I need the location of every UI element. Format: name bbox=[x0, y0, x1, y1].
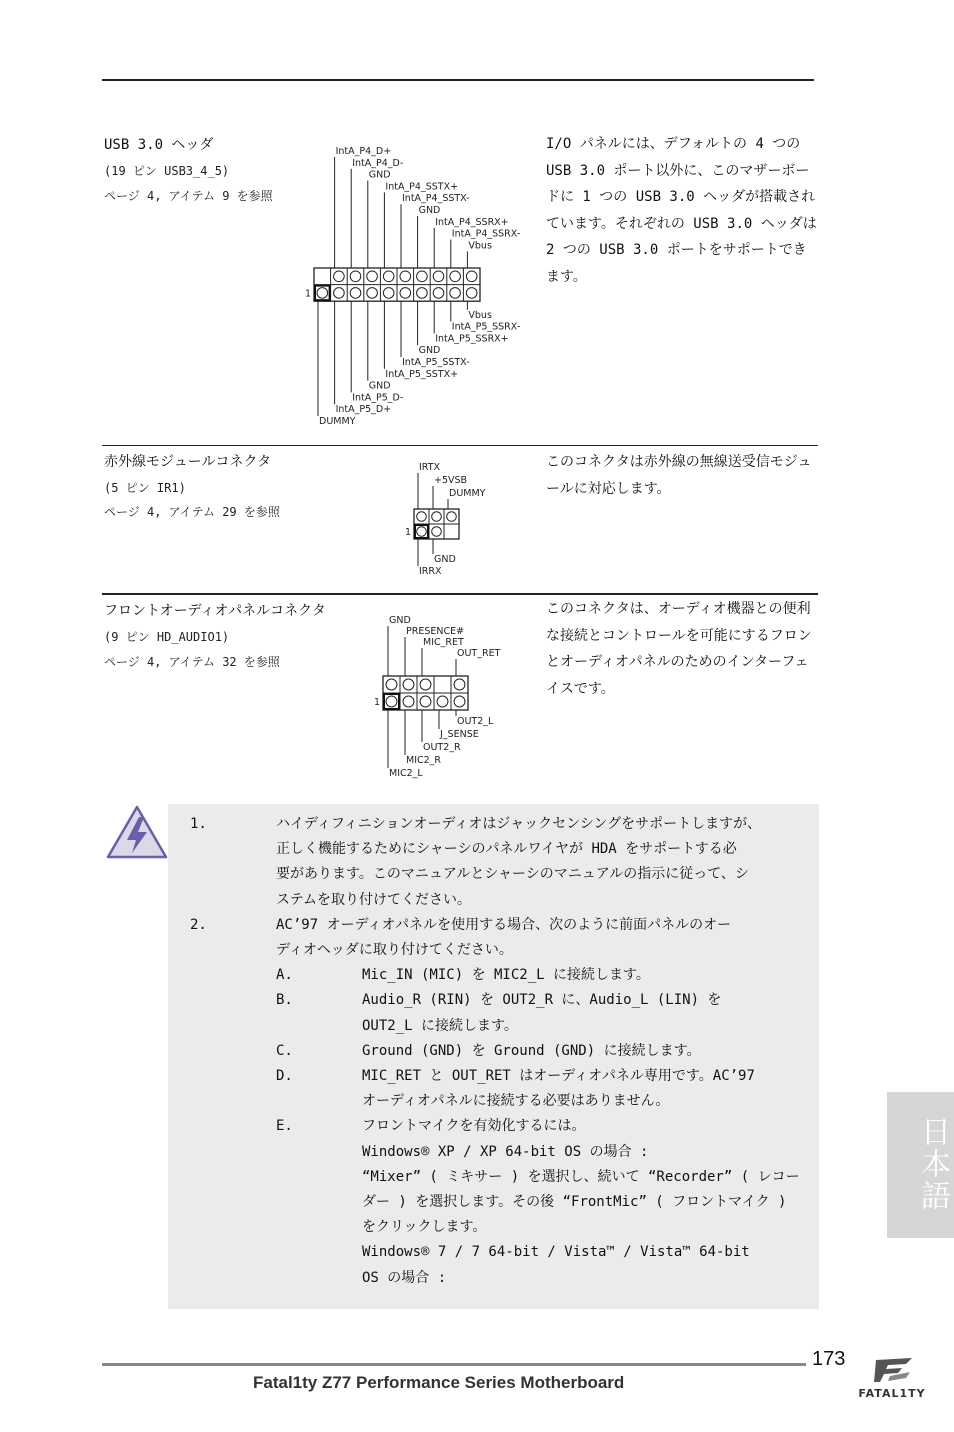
note-subitem-letter: D. bbox=[276, 1068, 293, 1084]
section-description: このコネクタは赤外線の無線送受信モジュールに対応します。 bbox=[546, 454, 812, 497]
logo-text: FATAL1TY bbox=[858, 1387, 926, 1400]
pin-label: GND bbox=[418, 205, 441, 216]
pin-label: GND bbox=[434, 554, 456, 565]
section-subtitle: (9 ピン HD_AUDIO1) bbox=[104, 630, 230, 644]
top-rule bbox=[102, 79, 814, 81]
section-reference: ページ 4, アイテム 9 を参照 bbox=[104, 189, 273, 203]
header-pin bbox=[403, 679, 414, 690]
header-pin bbox=[454, 696, 465, 707]
note-text: AC’97 オーディオパネルを使用する場合、次のように前面パネルのオー bbox=[276, 916, 732, 933]
language-tab bbox=[887, 1092, 954, 1238]
header-pin bbox=[433, 271, 444, 282]
pin-label: IntA_P4_SSRX+ bbox=[435, 216, 509, 228]
header-pin bbox=[447, 512, 457, 522]
header-pin bbox=[466, 271, 477, 282]
pin-label: PRESENCE# bbox=[406, 626, 465, 637]
header-pin bbox=[454, 679, 465, 690]
pin-label: +5VSB bbox=[434, 475, 468, 486]
pin-label: Vbus bbox=[468, 240, 492, 252]
header-pin bbox=[466, 288, 477, 299]
header-pin bbox=[317, 288, 328, 299]
header-pin bbox=[420, 696, 431, 707]
section-title: フロントオーディオパネルコネクタ bbox=[104, 603, 326, 619]
footer-rule bbox=[102, 1363, 806, 1366]
pin-label: DUMMY bbox=[319, 416, 356, 427]
pin-label: OUT_RET bbox=[457, 648, 501, 659]
section-title: 赤外線モジュールコネクタ bbox=[104, 454, 272, 470]
note-text: 正しく機能するためにシャーシのパネルワイヤが HDA をサポートする必 bbox=[276, 841, 737, 858]
section-divider bbox=[102, 445, 818, 446]
pin-label: MIC2_L bbox=[389, 768, 423, 779]
pin-label: OUT2_L bbox=[457, 716, 494, 727]
section-description: このコネクタは、オーディオ機器との便利な接続とコントロールを可能にするフロンとオーディオパネルのためのインターフェイスです。 bbox=[546, 601, 812, 697]
pin1-label: 1 bbox=[405, 526, 412, 538]
note-text: OUT2_L に接続します。 bbox=[362, 1017, 518, 1034]
pin-label: DUMMY bbox=[449, 488, 486, 499]
note-text: 要があります。このマニュアルとシャーシのマニュアルの指示に従って、シ bbox=[276, 866, 749, 883]
header-pin bbox=[417, 512, 427, 522]
header-pin bbox=[350, 271, 361, 282]
note-text: Ground (GND) を Ground (GND) に接続します。 bbox=[362, 1042, 701, 1059]
pin-label: IntA_P4_SSTX+ bbox=[385, 181, 459, 193]
pin-label: IntA_P5_SSRX- bbox=[451, 321, 521, 333]
pin-label: IRTX bbox=[419, 462, 441, 473]
pin-label: IntA_P5_SSTX- bbox=[402, 357, 470, 368]
pin-label: GND bbox=[368, 169, 391, 181]
pin-label: MIC2_R bbox=[406, 755, 442, 766]
language-tab-label: 日本語 bbox=[915, 1116, 950, 1212]
header-pin bbox=[383, 271, 394, 282]
pin1-label: 1 bbox=[374, 697, 381, 709]
note-text: OS の場合 : bbox=[362, 1269, 447, 1286]
header-pin bbox=[432, 527, 442, 537]
pin-label: GND bbox=[418, 345, 441, 357]
header-pin bbox=[437, 696, 448, 707]
pin-label: IntA_P4_SSRX- bbox=[451, 228, 521, 240]
footer-title: Fatal1ty Z77 Performance Series Motherboard bbox=[253, 1373, 625, 1392]
pin-label: IntA_P5_D- bbox=[352, 392, 404, 404]
note-subitem-letter: E. bbox=[276, 1118, 293, 1135]
header-pin bbox=[383, 288, 394, 299]
header-pin bbox=[386, 679, 397, 690]
header-pin bbox=[403, 696, 414, 707]
section-reference: ページ 4, アイテム 29 を参照 bbox=[104, 505, 280, 519]
section-subtitle: (19 ピン USB3_4_5) bbox=[104, 164, 230, 178]
note-text: をクリックします。 bbox=[362, 1219, 487, 1236]
note-number: 1. bbox=[190, 816, 207, 832]
note-text: フロントマイクを有効化するには。 bbox=[362, 1118, 586, 1135]
warning-icon bbox=[105, 804, 169, 860]
pin-label: GND bbox=[389, 615, 411, 626]
section-subtitle: (5 ピン IR1) bbox=[104, 481, 186, 495]
note-text: Windows® XP / XP 64-bit OS の場合 : bbox=[362, 1143, 649, 1160]
header-pin bbox=[350, 288, 361, 299]
fatal1ty-logo-mark bbox=[872, 1354, 916, 1386]
pin1-label: 1 bbox=[305, 288, 312, 300]
pin-label: IntA_P5_SSRX+ bbox=[435, 333, 509, 345]
header-pin bbox=[367, 288, 378, 299]
pin-label: GND bbox=[368, 380, 391, 392]
header-pin bbox=[400, 288, 411, 299]
front-audio-diagram bbox=[365, 612, 535, 784]
header-pin bbox=[417, 288, 428, 299]
note-box bbox=[168, 804, 819, 1309]
pin-label: J_SENSE bbox=[440, 729, 479, 740]
note-text: Windows® 7 / 7 64-bit / Vista™ / Vista™ 64-bit bbox=[362, 1244, 750, 1261]
note-text: ステムを取り付けてください。 bbox=[276, 891, 472, 908]
note-text: ハイディフィニションオーディオはジャックセンシングをサポートしますが、 bbox=[276, 816, 762, 832]
header-pin bbox=[433, 288, 444, 299]
header-pin bbox=[450, 271, 461, 282]
pin-label: MIC_RET bbox=[423, 637, 464, 648]
note-text: MIC_RET と OUT_RET はオーディオパネル専用です。AC’97 bbox=[362, 1068, 755, 1084]
note-text: ディオヘッダに取り付けてください。 bbox=[276, 942, 513, 958]
header-pin bbox=[432, 512, 442, 522]
pin-label: IntA_P5_SSTX+ bbox=[385, 368, 459, 380]
header-pin bbox=[417, 271, 428, 282]
page-number: 173 bbox=[812, 1348, 846, 1370]
note-text: “Mixer” ( ミキサー ) を選択し、続いて “Recorder” ( レコー bbox=[362, 1168, 800, 1185]
section-divider bbox=[102, 593, 818, 595]
note-subitem-letter: A. bbox=[276, 967, 293, 984]
note-text: Audio_R (RIN) を OUT2_R に、Audio_L (LIN) を bbox=[362, 992, 722, 1009]
pin-label: IntA_P4_D+ bbox=[335, 146, 392, 157]
header-pin bbox=[386, 696, 397, 707]
pin-label: IntA_P4_D- bbox=[352, 157, 404, 169]
pin-label: IntA_P4_SSTX- bbox=[402, 193, 470, 205]
header-pin bbox=[420, 679, 431, 690]
header-pin bbox=[334, 288, 345, 299]
ir-connector-diagram bbox=[400, 458, 520, 582]
header-pin bbox=[450, 288, 461, 299]
section-title: USB 3.0 ヘッダ bbox=[104, 137, 214, 153]
pin-label: Vbus bbox=[468, 309, 492, 321]
pin-label: IntA_P5_D+ bbox=[335, 404, 392, 416]
note-subitem-letter: B. bbox=[276, 992, 293, 1009]
header-pin bbox=[400, 271, 411, 282]
header-pin bbox=[417, 527, 427, 537]
pin-label: IRRX bbox=[419, 566, 442, 577]
note-text: ダー ) を選択します。その後 “FrontMic” ( フロントマイク ) bbox=[362, 1194, 787, 1210]
note-subitem-letter: C. bbox=[276, 1042, 293, 1059]
header-pin bbox=[367, 271, 378, 282]
note-text: オーディオパネルに接続する必要はありません。 bbox=[362, 1093, 670, 1110]
pin-label: OUT2_R bbox=[423, 742, 461, 753]
usb3-header-diagram bbox=[300, 140, 540, 430]
note-number: 2. bbox=[190, 916, 207, 933]
fatal1ty-logo bbox=[852, 1354, 932, 1404]
section-reference: ページ 4, アイテム 32 を参照 bbox=[104, 655, 280, 669]
section-description: I/O パネルには、デフォルトの 4 つの USB 3.0 ポート以外に、このマザーボードに 1 つの USB 3.0 ヘッダが搭載されています。それぞれの USB 3.0 ヘッダは 2 つの USB 3.0 ポートをサポートできます。 bbox=[546, 136, 817, 285]
note-text: Mic_IN (MIC) を MIC2_L に接続します。 bbox=[362, 967, 650, 984]
header-pin bbox=[334, 271, 345, 282]
